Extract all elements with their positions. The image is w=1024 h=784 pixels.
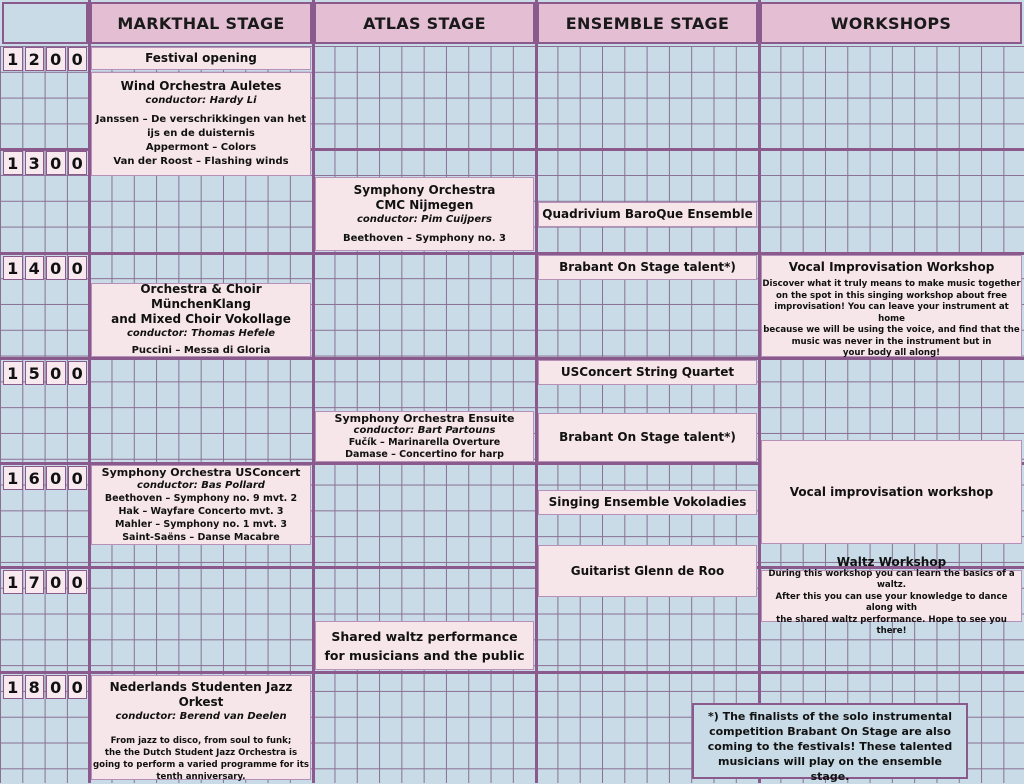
event-wind-orchestra-auletes: Wind Orchestra Auletes conductor: Hardy Li Janssen – De verschrikkingen van het ijs en de duisternis Appermont – Colors Van der Roost – Flashing winds xyxy=(91,72,311,176)
hour-1600: 1 6 0 0 xyxy=(2,466,88,490)
hour-1200: 1 2 0 0 xyxy=(2,47,88,71)
event-singing-ensemble-vokoladies: Singing Ensemble Vokoladies xyxy=(538,490,757,515)
event-quadrivium-baroque-ensemble: Quadrivium BaroQue Ensemble xyxy=(538,202,757,227)
event-usconcert-string-quartet: USConcert String Quartet xyxy=(538,360,757,385)
event-waltz-workshop: Waltz Workshop During this workshop you can learn the basics of a waltz. After this you can use your knowledge to dance along with the shared waltz performance. Hope to see you there! xyxy=(761,570,1022,622)
event-vocal-improvisation-workshop: Vocal Improvisation Workshop Discover what it truly means to make music together on the spot in this singing workshop about free improvisation! You can leave your instrument at home because we will be using the voice, and find that the music was never in the instrument but in your body all along! xyxy=(761,255,1022,357)
divider-atlas xyxy=(535,0,538,783)
hour-1300: 1 3 0 0 xyxy=(2,151,88,175)
hour-1800: 1 8 0 0 xyxy=(2,675,88,699)
event-brabant-on-stage-talent-2: Brabant On Stage talent*) xyxy=(538,413,757,462)
hour-1500: 1 5 0 0 xyxy=(2,361,88,385)
header-workshops: WORKSHOPS xyxy=(760,2,1022,44)
event-shared-waltz-performance: Shared waltz performance for musicians and the public xyxy=(315,621,534,670)
event-symphony-orchestra-cmc-nijmegen: Symphony Orchestra CMC Nijmegen conductor: Pim Cuijpers Beethoven – Symphony no. 3 xyxy=(315,177,534,251)
header-atlas-stage: ATLAS STAGE xyxy=(314,2,535,44)
event-vocal-improvisation-workshop-2: Vocal improvisation workshop xyxy=(761,440,1022,544)
event-orchestra-choir-munchenklang: Orchestra & Choir MünchenKlang and Mixed Choir Vokollage conductor: Thomas Hefele Puccini – Messa di Gloria xyxy=(91,283,311,357)
header-markthal-stage: MARKTHAL STAGE xyxy=(90,2,312,44)
footnote-brabant-on-stage: *) The finalists of the solo instrumental competition Brabant On Stage are also coming to the festivals! These talented musicians will play on the ensemble stage. xyxy=(692,703,968,779)
corner-cell xyxy=(2,2,88,44)
hour-1400: 1 4 0 0 xyxy=(2,256,88,280)
event-symphony-orchestra-ensuite: Symphony Orchestra Ensuite conductor: Bart Partouns Fučík – Marinarella Overture Damase – Concertino for harp xyxy=(315,411,534,462)
event-nederlands-studenten-jazz-orkest: Nederlands Studenten Jazz Orkest conductor: Berend van Deelen From jazz to disco, from soul to funk; the the Dutch Student Jazz Orchestra is going to perform a varied programme for its tenth anniversary. xyxy=(91,675,311,780)
event-brabant-on-stage-talent-1: Brabant On Stage talent*) xyxy=(538,255,757,280)
separator-1800 xyxy=(0,671,1024,674)
hour-1700: 1 7 0 0 xyxy=(2,570,88,594)
event-guitarist-glenn-de-roo: Guitarist Glenn de Roo xyxy=(538,545,757,597)
header-ensemble-stage: ENSEMBLE STAGE xyxy=(537,2,758,44)
divider-ensemble xyxy=(758,0,761,783)
event-symphony-orchestra-usconcert: Symphony Orchestra USConcert conductor: Bas Pollard Beethoven – Symphony no. 9 mvt. 2 Hak – Wayfare Concerto mvt. 3 Mahler – Symphony no. 1 mvt. 3 Saint-Saëns – Danse Macabre xyxy=(91,465,311,545)
event-festival-opening: Festival opening xyxy=(91,47,311,70)
